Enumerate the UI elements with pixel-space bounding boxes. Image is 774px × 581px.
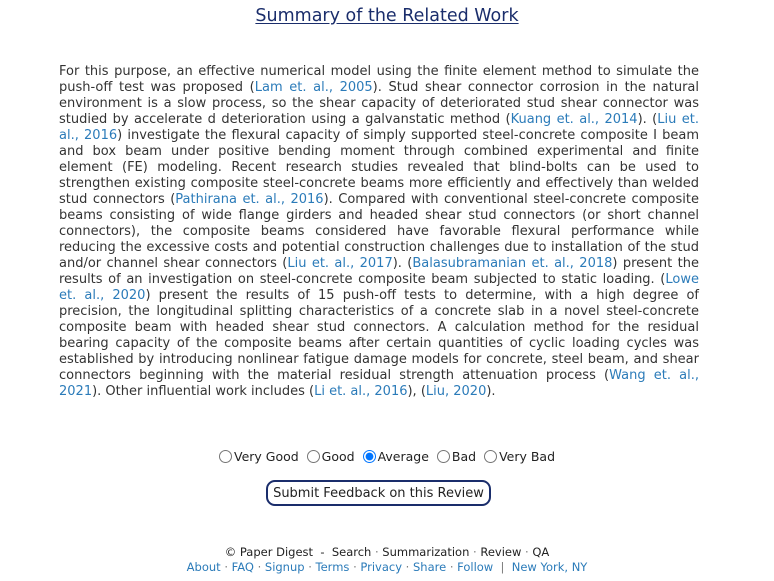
footer-link-follow[interactable]: Follow xyxy=(457,560,494,574)
rating-radio-bad[interactable] xyxy=(437,450,450,463)
summary-text: ) present the results of 15 push-off tests to determine, with a high degree of precision, the longitudinal splitting characteristics of a concrete slab in a novel steel-concrete composite beam with headed shear stud connectors. A calculation method for the residual bearing capacity of the composite beams after certain quantities of cyclic loading cycles was established by introducing nonlinear fatigue damage models for concrete, steel beam, and shear connectors beginning with the material residual strength attenuation process ( xyxy=(59,288,699,383)
summary-text: ). Other influential work includes ( xyxy=(92,384,315,399)
rating-radio-very-good[interactable] xyxy=(219,450,232,463)
summary-text: ). ( xyxy=(637,112,658,127)
summary-text: ) present the results of an investigation on steel-concrete composite beam subjected to static loading. ( xyxy=(59,256,699,287)
footer-link-qa[interactable]: QA xyxy=(532,545,550,559)
rating-option-average[interactable]: Average xyxy=(363,449,429,464)
citation-link[interactable]: Lowe et. al., 2020 xyxy=(59,272,699,303)
summary-paragraph xyxy=(59,64,699,400)
summary-text: ). ( xyxy=(392,256,413,271)
summary-text: ), ( xyxy=(407,384,426,399)
citation-link[interactable]: Li et. al., 2016 xyxy=(314,384,408,399)
rating-group xyxy=(0,449,774,464)
footer-link-terms[interactable]: Terms xyxy=(315,560,350,574)
rating-radio-good[interactable] xyxy=(307,450,320,463)
footer-location[interactable]: New York, NY xyxy=(511,560,588,574)
citation-link[interactable]: Liu et. al., 2016 xyxy=(59,112,699,143)
citation-link[interactable]: Balasubramanian et. al., 2018 xyxy=(412,256,613,271)
summary-text: ). Stud shear connector corrosion in the natural environment is a slow process, so the shear capacity of deteriorated stud shear connector was studied by accelerate d deterioration using a galvanstatic method ( xyxy=(59,80,699,127)
citation-link[interactable]: Liu et. al., 2017 xyxy=(287,256,393,271)
citation-link[interactable]: Pathirana et. al., 2016 xyxy=(175,192,324,207)
footer-link-signup[interactable]: Signup xyxy=(264,560,305,574)
footer-link-privacy[interactable]: Privacy xyxy=(360,560,403,574)
footer-links: About · FAQ · Signup · Terms · Privacy · Share · Follow | New York, NY xyxy=(186,560,588,574)
rating-option-good[interactable]: Good xyxy=(307,449,355,464)
rating-radio-average[interactable] xyxy=(363,450,376,463)
footer-main: © Paper Digest - Search · Summarization · Review · QA xyxy=(224,545,550,559)
summary-text: ). Compared with conventional steel-concrete composite beams consisting of wide flange girders and headed shear stud connectors (or short channel connectors), the composite beams considered have favorable flexural performance while reducing the excessive costs and potential construction challenges due to installation of the stud and/or channel shear connectors ( xyxy=(59,192,699,271)
rating-radio-very-bad[interactable] xyxy=(484,450,497,463)
footer-link-share[interactable]: Share xyxy=(412,560,447,574)
citation-link[interactable]: Lam et. al., 2005 xyxy=(254,80,373,95)
footer-link-review[interactable]: Review xyxy=(480,545,522,559)
rating-option-very-bad[interactable]: Very Bad xyxy=(484,449,555,464)
footer-link-faq[interactable]: FAQ xyxy=(231,560,254,574)
submit-feedback-button[interactable]: Submit Feedback on this Review xyxy=(266,480,491,506)
summary-text: ). xyxy=(486,384,496,399)
citation-link[interactable]: Liu, 2020 xyxy=(425,384,487,399)
footer-link-about[interactable]: About xyxy=(186,560,221,574)
rating-option-very-good[interactable]: Very Good xyxy=(219,449,299,464)
rating-option-bad[interactable]: Bad xyxy=(437,449,476,464)
citation-link[interactable]: Kuang et. al., 2014 xyxy=(510,112,638,127)
summary-text: ) investigate the flexural capacity of simply supported steel-concrete composite I beam and box beam under positive bending moment through combined experimental and finite element (FE) modeling. Recent research studies revealed that blind-bolts can be used to strengthen existing composite steel-concrete beams more efficiently and effectively than welded stud connectors ( xyxy=(59,128,699,207)
footer-link-search[interactable]: Search xyxy=(331,545,372,559)
page-title: Summary of the Related Work xyxy=(255,6,519,26)
footer-link-summarization[interactable]: Summarization xyxy=(382,545,470,559)
copyright-text: © Paper Digest xyxy=(224,545,314,559)
summary-text: For this purpose, an effective numerical model using the finite element method to simulate the push-off test was proposed ( xyxy=(59,64,699,95)
citation-link[interactable]: Wang et. al., 2021 xyxy=(59,368,699,399)
